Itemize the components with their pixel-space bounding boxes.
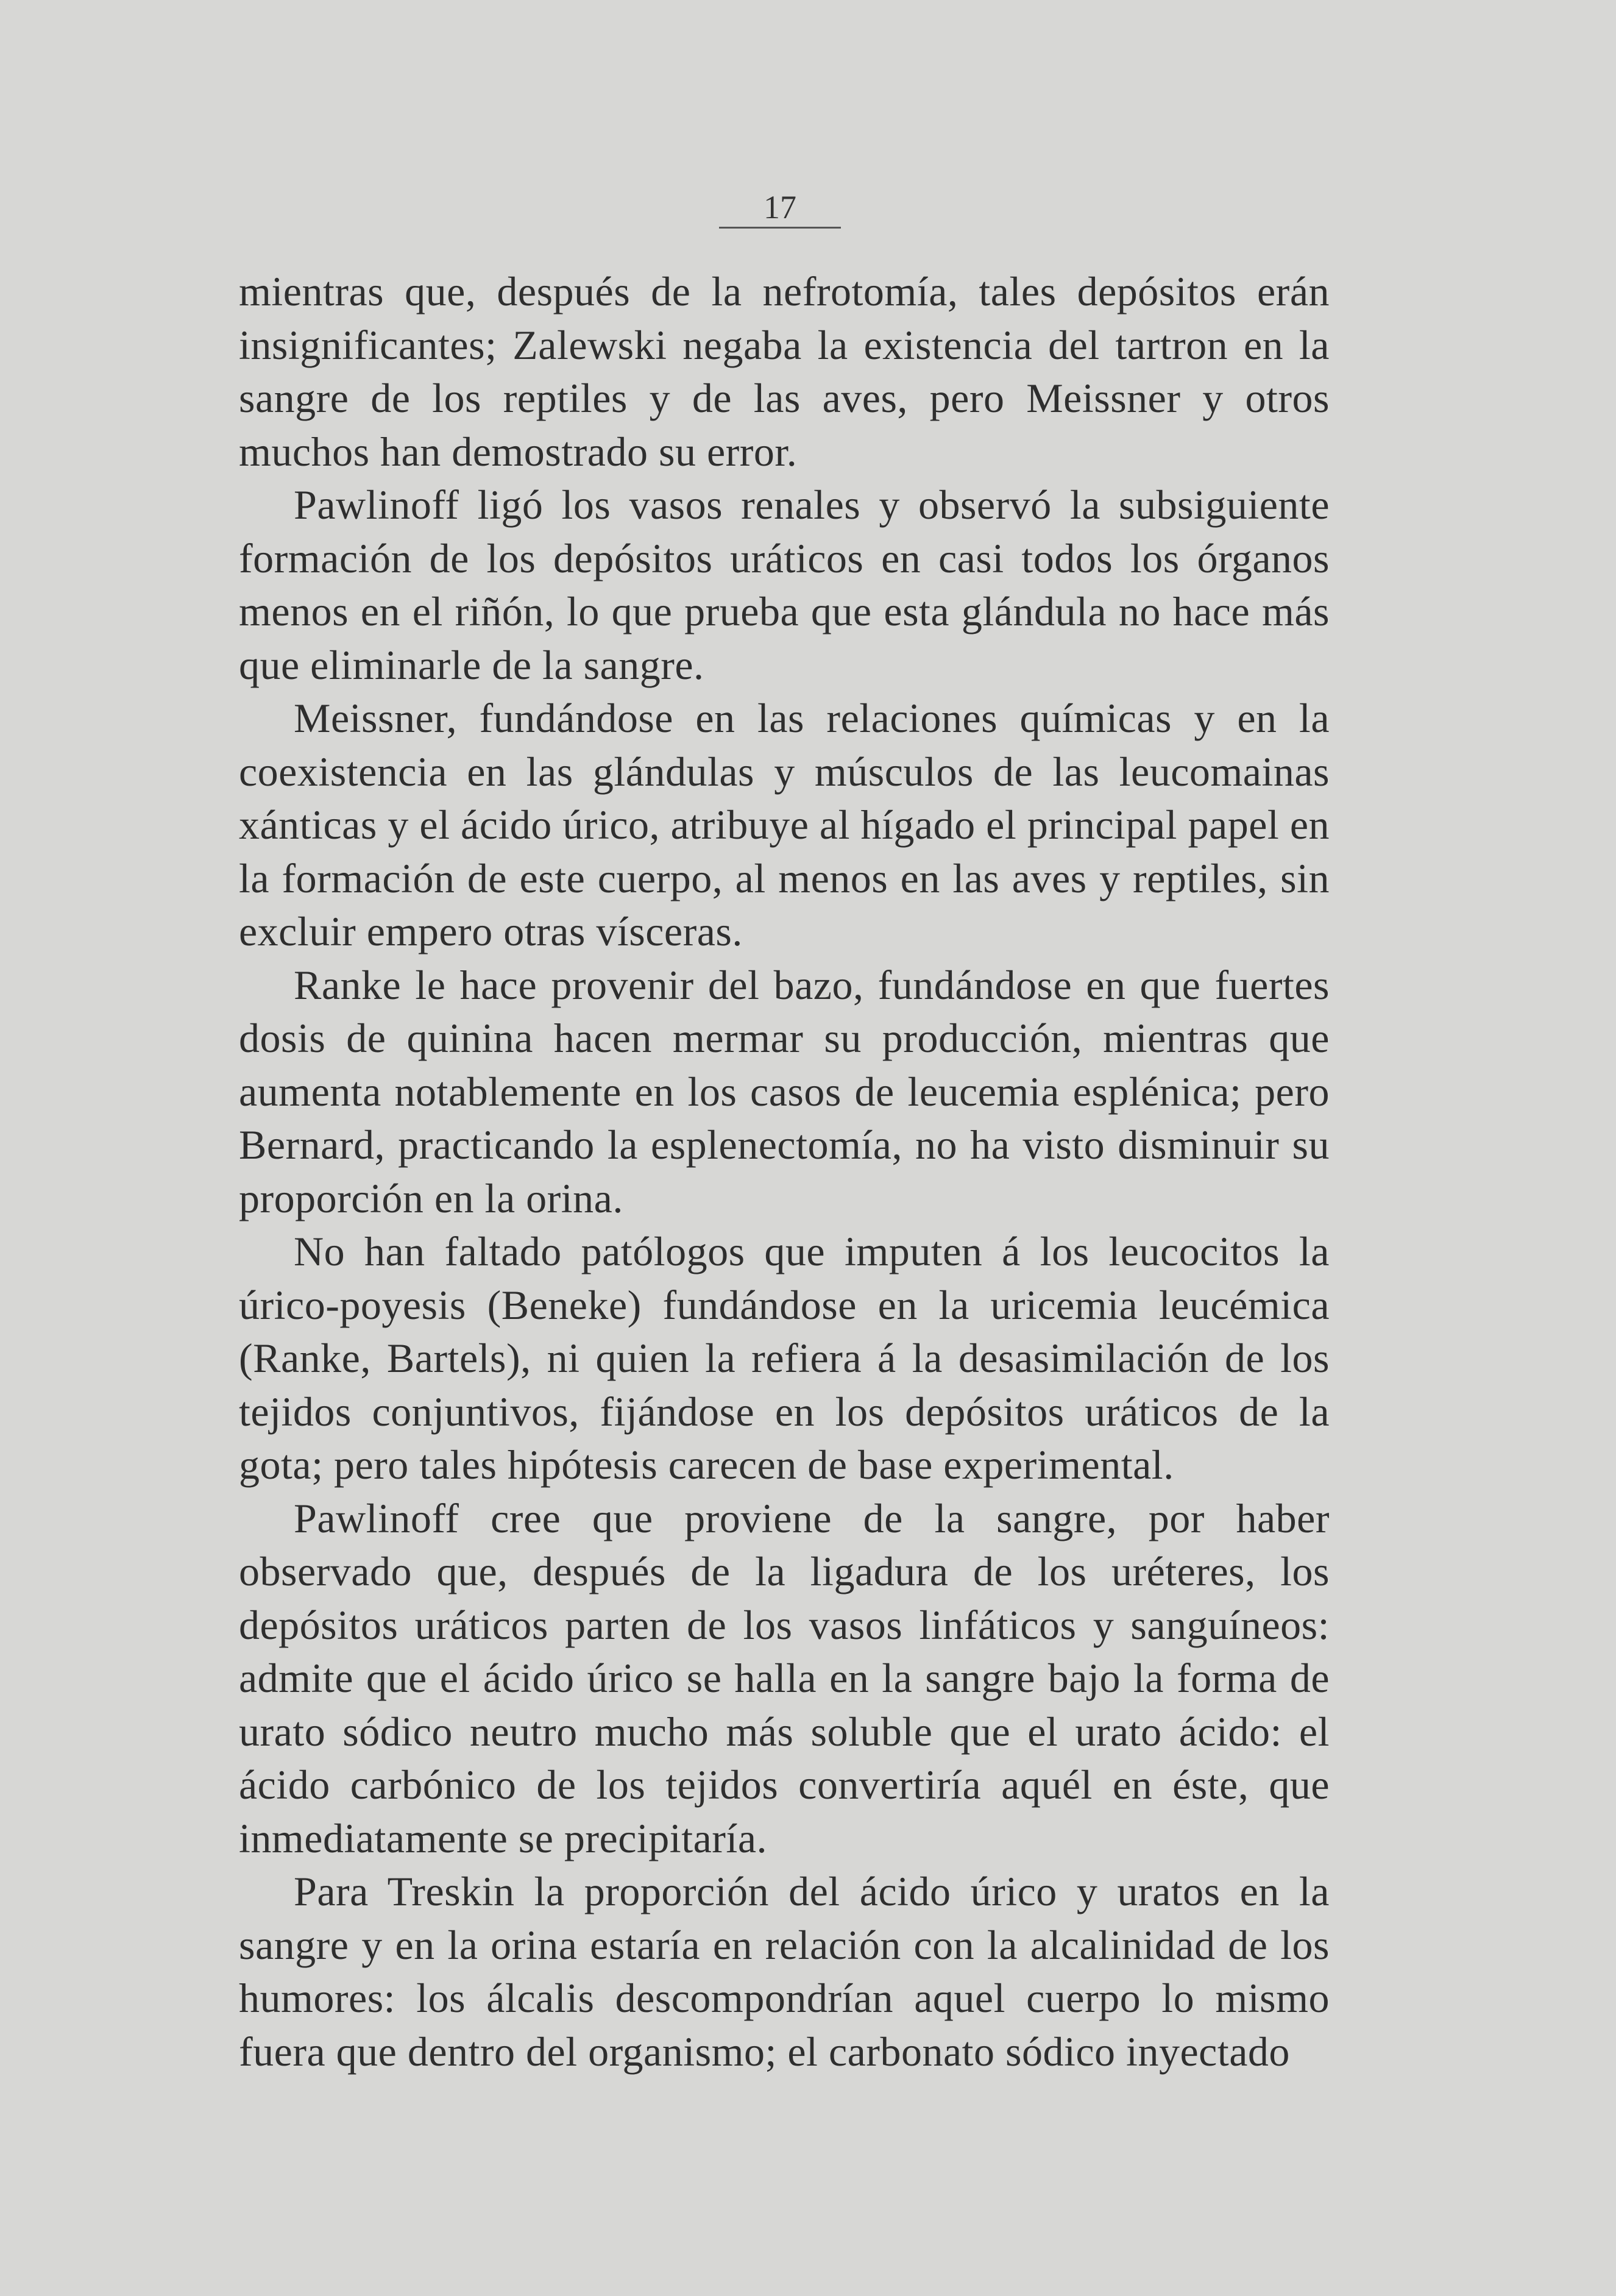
paragraph-6: Pawlinoff cree que proviene de la sangre, por haber observado que, después de la ligadura de los uréteres, los depósitos uráticos parten de los vasos linfáticos y sanguíneos: admite que el ácido úrico se halla en la sangre bajo la forma de urato sódico neutro mucho más soluble que el urato ácido: el ácido carbónico de los tejidos convertiría aquél en éste, que inmediatamente se precipitaría. (239, 1495, 1330, 1861)
paragraph-3: Meissner, fundándose en las relaciones químicas y en la coexistencia en las glándulas y músculos de las leucomainas xánticas y el ácido úrico, atribuye al hígado el principal papel en la formación de este cuerpo, al menos en las aves y reptiles, sin excluir empero otras vísceras. (239, 695, 1330, 954)
paragraph-2: Pawlinoff ligó los vasos renales y observó la subsiguiente formación de los depósitos uráticos en casi todos los órganos menos en el riñón, lo que prueba que esta glándula no hace más que eliminarle de la sangre. (239, 482, 1330, 688)
paragraph-7: Para Treskin la proporción del ácido úrico y uratos en la sangre y en la orina estaría en relación con la alcalinidad de los humores: los álcalis descompondrían aquel cuerpo lo mismo fuera que dentro del organismo; el carbonato sódico inyectado (239, 1868, 1330, 2075)
paragraph-1: mientras que, después de la nefrotomía, tales depósitos erán insignificantes; Zalewski negaba la existencia del tartron en la sangre de los reptiles y de las aves, pero Meissner y otros muchos han demostrado su error. (239, 268, 1330, 475)
page-number-rule (719, 227, 841, 229)
paragraph-4: Ranke le hace provenir del bazo, fundándose en que fuertes dosis de quinina hacen mermar su producción, mientras que aumenta notablemente en los casos de leucemia esplénica; pero Bernard, practicando la esplenectomía, no ha visto disminuir su proporción en la orina. (239, 961, 1330, 1221)
text-body (239, 265, 1330, 2078)
paragraph-5: No han faltado patólogos que imputen á los leucocitos la úrico-poyesis (Beneke) fundándose en la uricemia leucémica (Ranke, Bartels), ni quien la refiera á la desasimilación de los tejidos conjuntivos, fijándose en los depósitos uráticos de la gota; pero tales hipótesis carecen de base experimental. (239, 1228, 1330, 1488)
page-number: 17 (764, 189, 796, 226)
